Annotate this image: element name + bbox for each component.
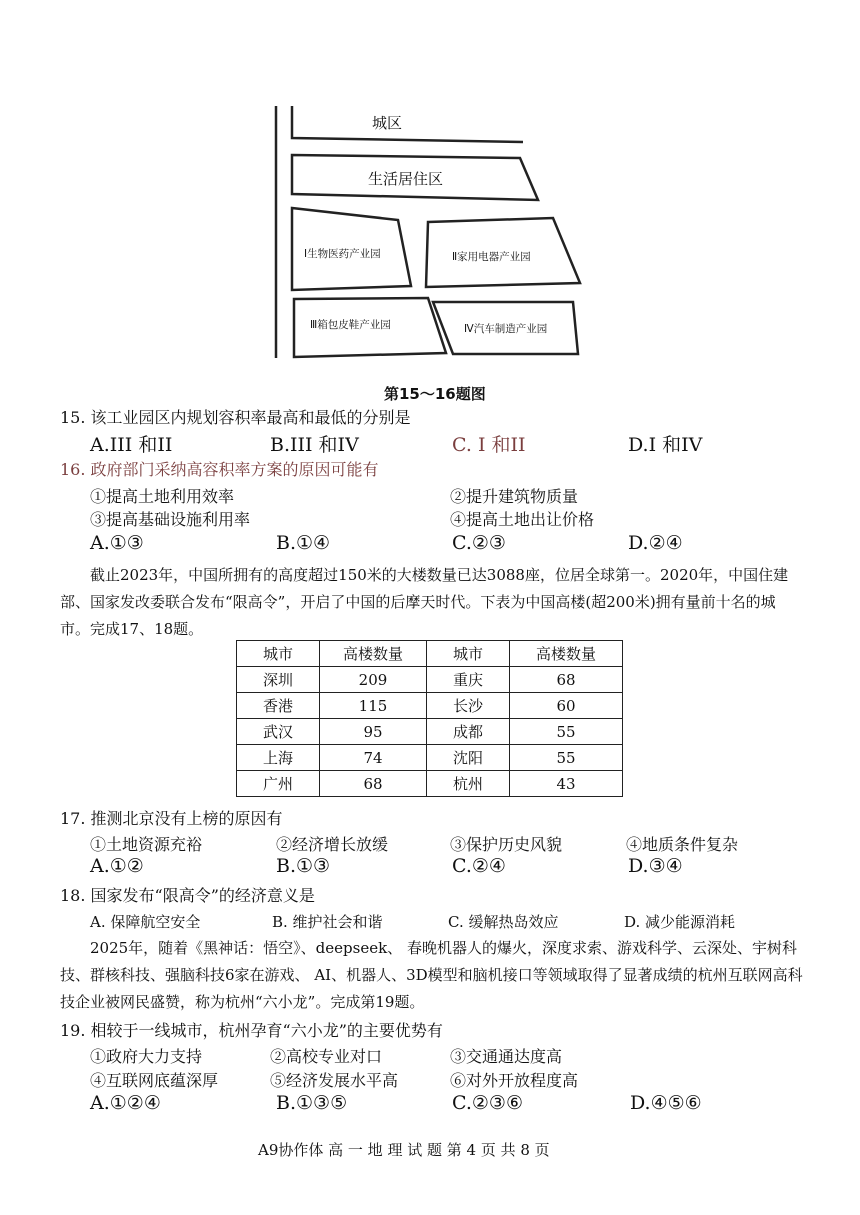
- q16-stem: 16. 政府部门采纳高容积率方案的原因可能有: [60, 460, 379, 479]
- q19-option-b: B.①③⑤: [276, 1092, 348, 1114]
- table-row: [237, 771, 623, 797]
- table-cell: 55: [510, 719, 623, 745]
- q16-item-3: ③提高基础设施利用率: [90, 510, 251, 529]
- city-label: 城区: [372, 114, 403, 132]
- figure-caption: 第15～16题图: [384, 385, 486, 403]
- q17-item-3: ③保护历史风貌: [450, 835, 563, 854]
- q18-option-c: C. 缓解热岛效应: [448, 913, 559, 931]
- park-3-label: Ⅲ箱包皮鞋产业园: [310, 319, 391, 331]
- q16-option-a: A.①③: [90, 532, 144, 554]
- table-cell: 68: [320, 771, 427, 797]
- table-row: [237, 719, 623, 745]
- intro-17-18: 截止2023年，中国所拥有的高度超过150米的大楼数量已达3088座，位居全球第一。2020年，中国住建部、国家发改委联合发布“限高令”，开启了中国的后摩天时代。下表为中国高楼(超200米)拥有量前十名的城市。完成17、18题。: [60, 566, 789, 638]
- q15-option-b: B.III 和IV: [270, 434, 359, 456]
- q15-option-c: C. I 和II: [452, 434, 526, 456]
- table-cell: 43: [510, 771, 623, 797]
- city-boundary: [292, 106, 523, 142]
- table-cell: 74: [320, 745, 427, 771]
- q19-item-5: ⑤经济发展水平高: [270, 1071, 399, 1090]
- table-header: 高楼数量: [320, 641, 427, 667]
- q16-item-4: ④提高土地出让价格: [450, 510, 595, 529]
- table-cell: 95: [320, 719, 427, 745]
- table-cell: 成都: [427, 719, 510, 745]
- q18-option-a: A. 保障航空安全: [90, 913, 201, 931]
- industrial-park-map: [268, 100, 588, 362]
- table-row: [237, 745, 623, 771]
- table-cell: 55: [510, 745, 623, 771]
- table-cell: 60: [510, 693, 623, 719]
- q17-option-b: B.①③: [276, 855, 331, 877]
- table-header: 城市: [427, 641, 510, 667]
- park-4-label: Ⅳ汽车制造产业园: [464, 323, 548, 335]
- table-cell: 武汉: [237, 719, 320, 745]
- q18-option-d: D. 减少能源消耗: [624, 913, 736, 931]
- q16-option-c: C.②③: [452, 532, 506, 554]
- q17-stem: 17. 推测北京没有上榜的原因有: [60, 809, 283, 828]
- table-header: 高楼数量: [510, 641, 623, 667]
- residential-label: 生活居住区: [368, 170, 444, 188]
- q17-item-2: ②经济增长放缓: [276, 835, 389, 854]
- q16-option-b: B.①④: [276, 532, 331, 554]
- table-header: 城市: [237, 641, 320, 667]
- park-2-label: Ⅱ家用电器产业园: [452, 251, 531, 263]
- q16-option-d: D.②④: [628, 532, 683, 554]
- q19-item-2: ②高校专业对口: [270, 1047, 383, 1066]
- table-cell: 68: [510, 667, 623, 693]
- q15-option-d: D.I 和IV: [628, 434, 703, 456]
- table-cell: 209: [320, 667, 427, 693]
- table-cell: 深圳: [237, 667, 320, 693]
- table-header-row: [237, 641, 623, 667]
- q16-item-2: ②提升建筑物质量: [450, 487, 579, 506]
- table-row: [237, 693, 623, 719]
- q15-stem: 15. 该工业园区内规划容积率最高和最低的分别是: [60, 408, 411, 427]
- q15-option-a: A.III 和II: [90, 434, 173, 456]
- q19-stem: 19. 相较于一线城市，杭州孕育“六小龙”的主要优势有: [60, 1021, 443, 1040]
- park-1-label: Ⅰ生物医药产业园: [304, 248, 381, 260]
- q16-item-1: ①提高土地利用效率: [90, 487, 235, 506]
- table-cell: 重庆: [427, 667, 510, 693]
- table-cell: 广州: [237, 771, 320, 797]
- table-cell: 杭州: [427, 771, 510, 797]
- q19-item-6: ⑥对外开放程度高: [450, 1071, 579, 1090]
- q19-option-a: A.①②④: [90, 1092, 161, 1114]
- q19-item-3: ③交通通达度高: [450, 1047, 563, 1066]
- page-footer: A9协作体 高 一 地 理 试 题 第 4 页 共 8 页: [258, 1141, 550, 1159]
- q18-stem: 18. 国家发布“限高令”的经济意义是: [60, 886, 315, 905]
- q19-option-c: C.②③⑥: [452, 1092, 523, 1114]
- q19-option-d: D.④⑤⑥: [630, 1092, 702, 1114]
- q17-item-1: ①土地资源充裕: [90, 835, 203, 854]
- q17-option-a: A.①②: [90, 855, 144, 877]
- table-cell: 香港: [237, 693, 320, 719]
- table-cell: 115: [320, 693, 427, 719]
- q19-item-1: ①政府大力支持: [90, 1047, 203, 1066]
- tall-building-table: [236, 640, 623, 797]
- q17-option-c: C.②④: [452, 855, 506, 877]
- q19-item-4: ④互联网底蕴深厚: [90, 1071, 219, 1090]
- table-cell: 长沙: [427, 693, 510, 719]
- table-cell: 上海: [237, 745, 320, 771]
- q18-option-b: B. 维护社会和谐: [272, 913, 383, 931]
- table-row: [237, 667, 623, 693]
- intro-19: 2025年，随着《黑神话：悟空》、deepseek、 春晚机器人的爆火，深度求索、游戏科学、云深处、宇树科技、群核科技、强脑科技6家在游戏、 AI、机器人、3D模型和脑机接口等领域取得了显著成绩的杭州互联网高科技企业被网民盛赞，称为杭州“六小龙”。完成第19题。: [60, 939, 803, 1011]
- q17-item-4: ④地质条件复杂: [626, 835, 739, 854]
- table-cell: 沈阳: [427, 745, 510, 771]
- q17-option-d: D.③④: [628, 855, 683, 877]
